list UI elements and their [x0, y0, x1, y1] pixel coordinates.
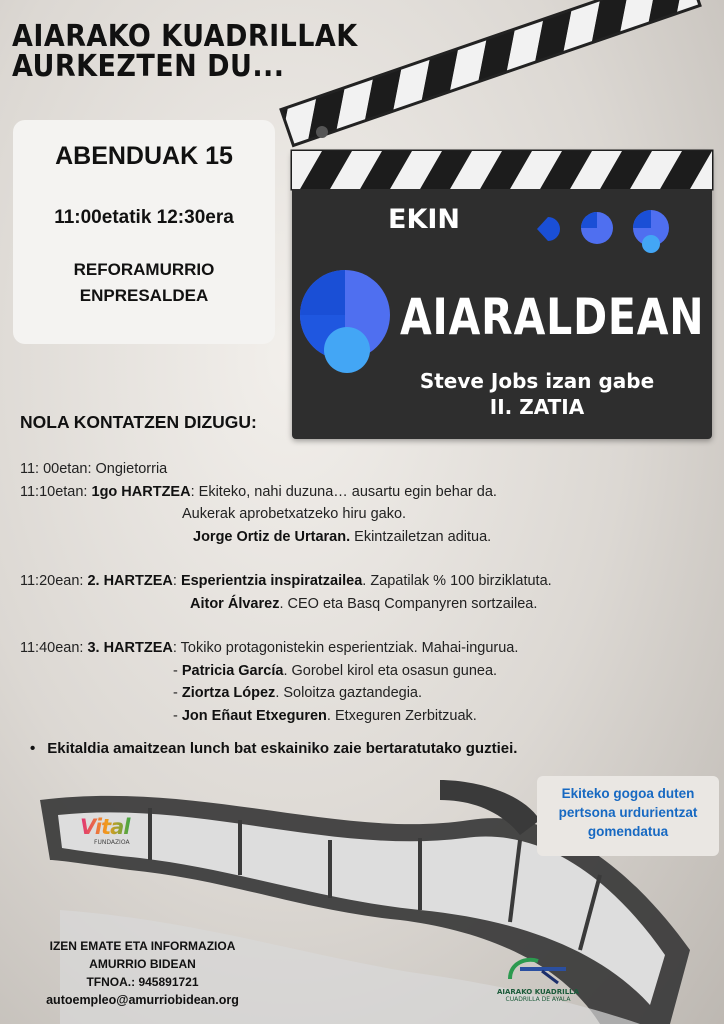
vital-logo-sub: FUNDAZIOA: [94, 839, 130, 846]
headline-line-1: AIARAKO KUADRILLAK: [12, 19, 358, 54]
vital-logo: [80, 815, 160, 846]
speaker-name: Aitor Álvarez: [190, 595, 280, 612]
speaker-role: Ekintzailetzan aditua.: [350, 528, 492, 545]
recommendation-line-1: Ekiteko gogoa duten: [561, 786, 695, 801]
speaker-name: Patricia García: [181, 662, 284, 679]
event-place-line-2: ENPRESALDEA: [79, 286, 209, 305]
event-subtitle: [372, 368, 702, 420]
agenda-session: 2. HARTZEA: [87, 573, 173, 589]
event-date: ABENDUAK 15: [55, 142, 233, 170]
ekin-label: EKIN: [388, 204, 461, 235]
speaker-role: . Soloitza gaztandegia.: [275, 685, 423, 701]
agenda-line: [20, 682, 620, 705]
headline: [12, 19, 358, 84]
event-title: AIARALDEAN: [400, 288, 705, 346]
list-dash: -: [173, 707, 182, 724]
agenda-line: [20, 526, 620, 549]
agenda-line: [20, 570, 620, 593]
headline-line-2: AURKEZTEN DU...: [12, 49, 285, 84]
speaker-role: . Gorobel kirol eta osasun gunea.: [283, 662, 498, 679]
decorative-shapes-icon: [530, 208, 680, 258]
agenda-line: Aukerak aprobetxatzeko hiru gako.: [182, 506, 407, 522]
speaker-role: . CEO eta Basq Companyren sortzailea.: [279, 595, 538, 612]
agenda-line: [20, 705, 620, 728]
agenda-session: 1go HARTZEA: [91, 483, 191, 500]
recommendation-line-2: pertsona urdurientzat: [558, 805, 698, 820]
kuadrilla-logo: [488, 988, 588, 1003]
agenda-time: 11:10etan:: [20, 483, 92, 500]
list-dash: -: [173, 662, 182, 679]
event-place-line-1: REFORAMURRIO: [73, 260, 215, 279]
contact-line-1: IZEN EMATE ETA INFORMAZIOA: [49, 939, 236, 953]
event-time: 11:00etatik 12:30era: [54, 207, 234, 228]
contact-phone: TFNOA.: 945891721: [86, 975, 199, 989]
event-info-card: [13, 120, 275, 344]
agenda-line: [20, 481, 620, 504]
speaker-name: Jon Eñaut Etxeguren: [181, 707, 327, 724]
agenda-line: 11: 00etan: Ongietorria: [20, 461, 168, 477]
subtitle-line-1: Steve Jobs izan gabe: [419, 369, 655, 393]
recommendation-line-3: gomendatua: [587, 824, 669, 839]
speaker-role: . Etxeguren Zerbitzuak.: [326, 707, 477, 724]
recommendation-box: [537, 776, 719, 856]
section-title: NOLA KONTATZEN DIZUGU:: [20, 412, 257, 432]
contact-line-2: AMURRIO BIDEAN: [89, 957, 196, 971]
agenda-line: [20, 593, 620, 616]
speaker-name: Ziortza López: [181, 685, 276, 701]
agenda-text: : Tokiko protagonistekin esperientziak. Mahai-ingurua.: [172, 640, 519, 656]
subtitle-line-2: II. ZATIA: [489, 395, 585, 419]
kuadrilla-logo-text: AIARAKO KUADRILLA: [496, 988, 580, 996]
vital-logo-text: Vital: [80, 815, 160, 839]
list-dash: -: [173, 685, 182, 701]
contact-info: [30, 937, 255, 1009]
agenda-text: : Ekiteko, nahi duzuna… ausartu egin behar da.: [190, 483, 497, 500]
agenda-time: 11:20ean:: [20, 573, 88, 589]
agenda-line: [20, 637, 620, 660]
agenda: [20, 458, 620, 727]
contact-email: autoempleo@amurriobidean.org: [46, 993, 239, 1007]
kuadrilla-logo-icon: [498, 955, 578, 985]
agenda-session: 3. HARTZEA: [87, 640, 173, 656]
lunch-note: • Ekitaldia amaitzean lunch bat eskainiko zaie bertaratutako guztiei.: [30, 740, 517, 757]
agenda-text: :: [172, 573, 181, 589]
event-place: [13, 257, 275, 309]
agenda-time: 11:40ean:: [20, 640, 88, 656]
aiaraldean-logo-icon: [300, 270, 400, 380]
agenda-topic: Esperientzia inspiratzailea: [180, 573, 363, 589]
speaker-name: Jorge Ortiz de Urtaran.: [193, 528, 351, 545]
agenda-line: [20, 660, 620, 683]
agenda-text: . Zapatilak % 100 birziklatuta.: [362, 573, 552, 589]
clapper-stripe-band: [292, 151, 712, 191]
kuadrilla-logo-sub: CUADRILLA DE AYALA: [505, 996, 571, 1003]
